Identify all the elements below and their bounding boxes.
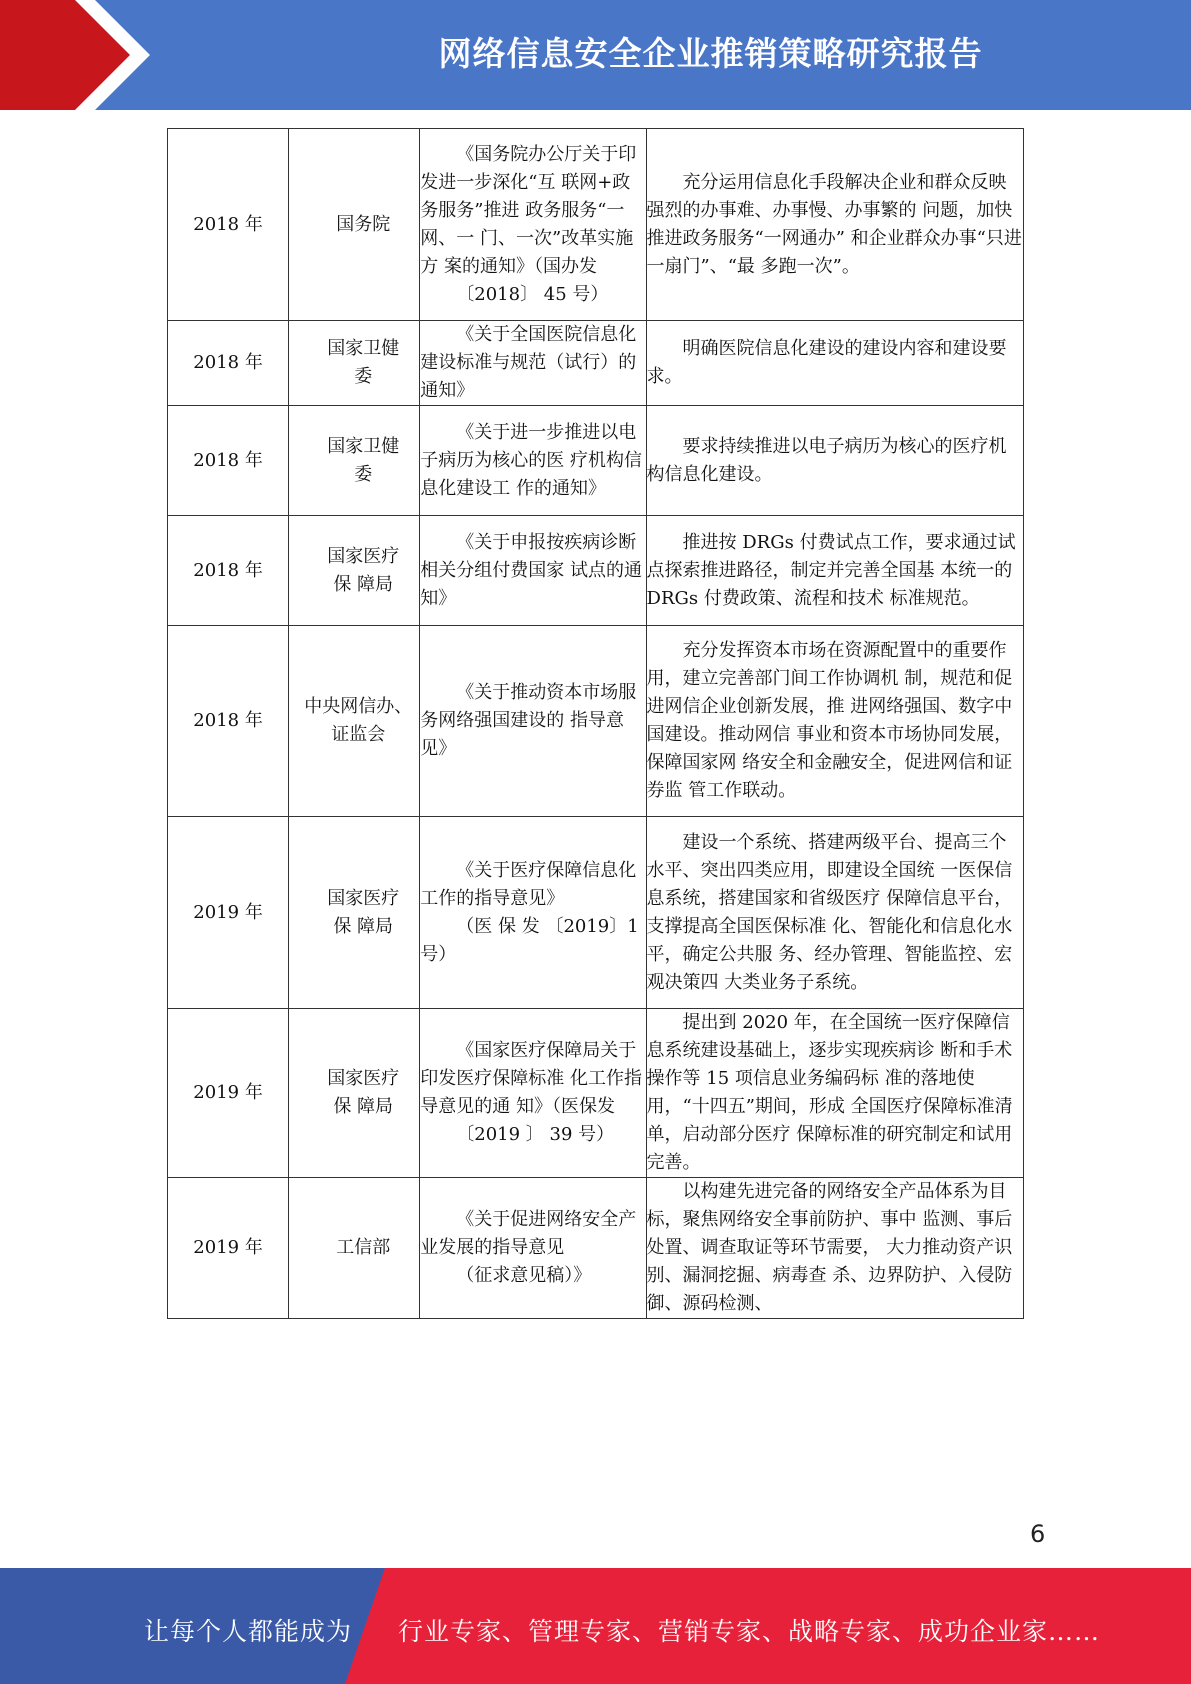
table-row <box>168 406 1024 516</box>
doc-number: （征求意见稿）》 <box>456 1265 592 1286</box>
desc-text: 推进按 DRGs 付费试点工作，要求通过试点探索推进路径，制定并完善全国基 本统一的 DRGs 付费政策、流程和技术 标准规范。 <box>646 531 1016 609</box>
year-cell: 2019 年 <box>168 1009 289 1178</box>
year-cell: 2019 年 <box>168 1178 289 1319</box>
desc-text: 明确医院信息化建设的建设内容和建设要求。 <box>646 338 1007 387</box>
org-text: 国家医疗保 障局 <box>327 887 400 937</box>
org-text: 工信部 <box>336 1237 391 1258</box>
year-cell: 2019 年 <box>168 817 289 1009</box>
footer-slogan-right: 行业专家、管理专家、营销专家、战略专家、成功企业家…… <box>398 1617 1101 1646</box>
desc-text: 提出到 2020 年，在全国统一医疗保障信息系统建设基础上，逐步实现疾病诊 断和手术操作等 15 项信息业务编码标 准的落地使用，“十四五”期间，形成 全国医疗保障标准清单，启动部分医疗 保障标准的研究制定和试用完善。 <box>646 1012 1013 1173</box>
desc-text: 建设一个系统、搭建两级平台、提高三个水平、突出四类应用，即建设全国统 一医保信息系统，搭建国家和省级医疗 保障信息平台，支撑提高全国医保标准 化、智能化和信息化水平，确定公共服 务、经办管理、智能监控、宏观决策四 大类业务子系统。 <box>646 831 1013 993</box>
org-cell <box>289 817 420 1009</box>
desc-cell <box>646 321 1023 406</box>
org-text: 国家医疗保 障局 <box>327 545 400 595</box>
table-row <box>168 129 1024 321</box>
page-title: 网络信息安全企业推销策略研究报告 <box>438 34 983 73</box>
doc-title: 《关于促进网络安全产业发展的指导意见 <box>420 1209 637 1258</box>
doc-cell <box>420 626 646 817</box>
table-row <box>168 321 1024 406</box>
doc-title: 《关于进一步推进以电子病历为核心的医 疗机构信息化建设工 作的通知》 <box>420 421 643 499</box>
desc-cell <box>646 817 1023 1009</box>
doc-cell <box>420 1178 646 1319</box>
org-cell <box>289 129 420 321</box>
year-cell: 2018 年 <box>168 321 289 406</box>
header-arrow-icon <box>0 0 160 110</box>
doc-number: 〔2019 〕 39 号） <box>456 1124 615 1145</box>
desc-text: 要求持续推进以电子病历为核心的医疗机构信息化建设。 <box>646 435 1007 485</box>
doc-title: 《国务院办公厅关于印发进一步深化“互 联网+政务服务”推进 政务服务“一网、一 门、一次”改革实施方 案的通知》（国办发 <box>420 143 637 277</box>
doc-number: 〔2018〕 45 号） <box>456 283 609 305</box>
org-cell <box>289 1178 420 1319</box>
org-text: 国务院 <box>336 213 391 235</box>
desc-cell <box>646 516 1023 626</box>
org-text: 国家卫健委 <box>327 338 400 387</box>
page-header <box>0 0 1191 110</box>
doc-cell <box>420 1009 646 1178</box>
doc-cell <box>420 516 646 626</box>
desc-cell <box>646 1178 1023 1319</box>
year-cell: 2018 年 <box>168 516 289 626</box>
year-cell: 2018 年 <box>168 406 289 516</box>
table-row <box>168 1009 1024 1178</box>
table-row <box>168 817 1024 1009</box>
org-cell <box>289 1009 420 1178</box>
desc-text: 充分发挥资本市场在资源配置中的重要作用，建立完善部门间工作协调机 制，规范和促进网信企业创新发展，推 进网络强国、数字中国建设。推动网信 事业和资本市场协同发展，保障国家网 络安全和金融安全，促进网信和证券监 管工作联动。 <box>646 640 1013 801</box>
org-cell <box>289 406 420 516</box>
page-footer <box>0 1568 1191 1684</box>
doc-cell <box>420 406 646 516</box>
year-cell: 2018 年 <box>168 626 289 817</box>
page-number: 6 <box>1030 1520 1046 1548</box>
org-cell <box>289 516 420 626</box>
org-cell <box>289 626 420 817</box>
doc-title: 《关于全国医院信息化建设标准与规范（试行）的通知》 <box>420 324 637 401</box>
table-row <box>168 626 1024 817</box>
doc-number: （医 保 发 〔2019〕1 号） <box>420 915 639 965</box>
table-row <box>168 516 1024 626</box>
org-text: 国家卫健委 <box>327 435 400 485</box>
desc-text: 充分运用信息化手段解决企业和群众反映强烈的办事难、办事慢、办事繁的 问题，加快推进政务服务“一网通办” 和企业群众办事“只进一扇门”、“最 多跑一次”。 <box>646 171 1022 277</box>
doc-title: 《关于推动资本市场服务网络强国建设的 指导意见》 <box>420 682 637 759</box>
year-cell: 2018 年 <box>168 129 289 321</box>
desc-cell <box>646 626 1023 817</box>
doc-cell <box>420 321 646 406</box>
doc-title: 《关于医疗保障信息化工作的指导意见》 <box>420 859 637 909</box>
doc-cell <box>420 129 646 321</box>
policy-table <box>167 128 1024 1319</box>
table-row <box>168 1178 1024 1319</box>
desc-text: 以构建先进完备的网络安全产品体系为目标，聚焦网络安全事前防护、事中 监测、事后处置、调查取证等环节需要， 大力推动资产识别、漏洞挖掘、病毒查 杀、边界防护、入侵防御、源码检测、 <box>646 1181 1013 1314</box>
desc-cell <box>646 1009 1023 1178</box>
org-text: 国家医疗保 障局 <box>327 1068 400 1117</box>
org-cell <box>289 321 420 406</box>
doc-title: 《国家医疗保障局关于印发医疗保障标准 化工作指导意见的通 知》（医保发 <box>420 1040 643 1117</box>
doc-cell <box>420 817 646 1009</box>
org-text: 中央网信办、证监会 <box>304 696 413 745</box>
desc-cell <box>646 129 1023 321</box>
doc-title: 《关于申报按疾病诊断相关分组付费国家 试点的通知》 <box>420 531 643 609</box>
desc-cell <box>646 406 1023 516</box>
footer-slogan-left: 让每个人都能成为 <box>144 1617 353 1646</box>
